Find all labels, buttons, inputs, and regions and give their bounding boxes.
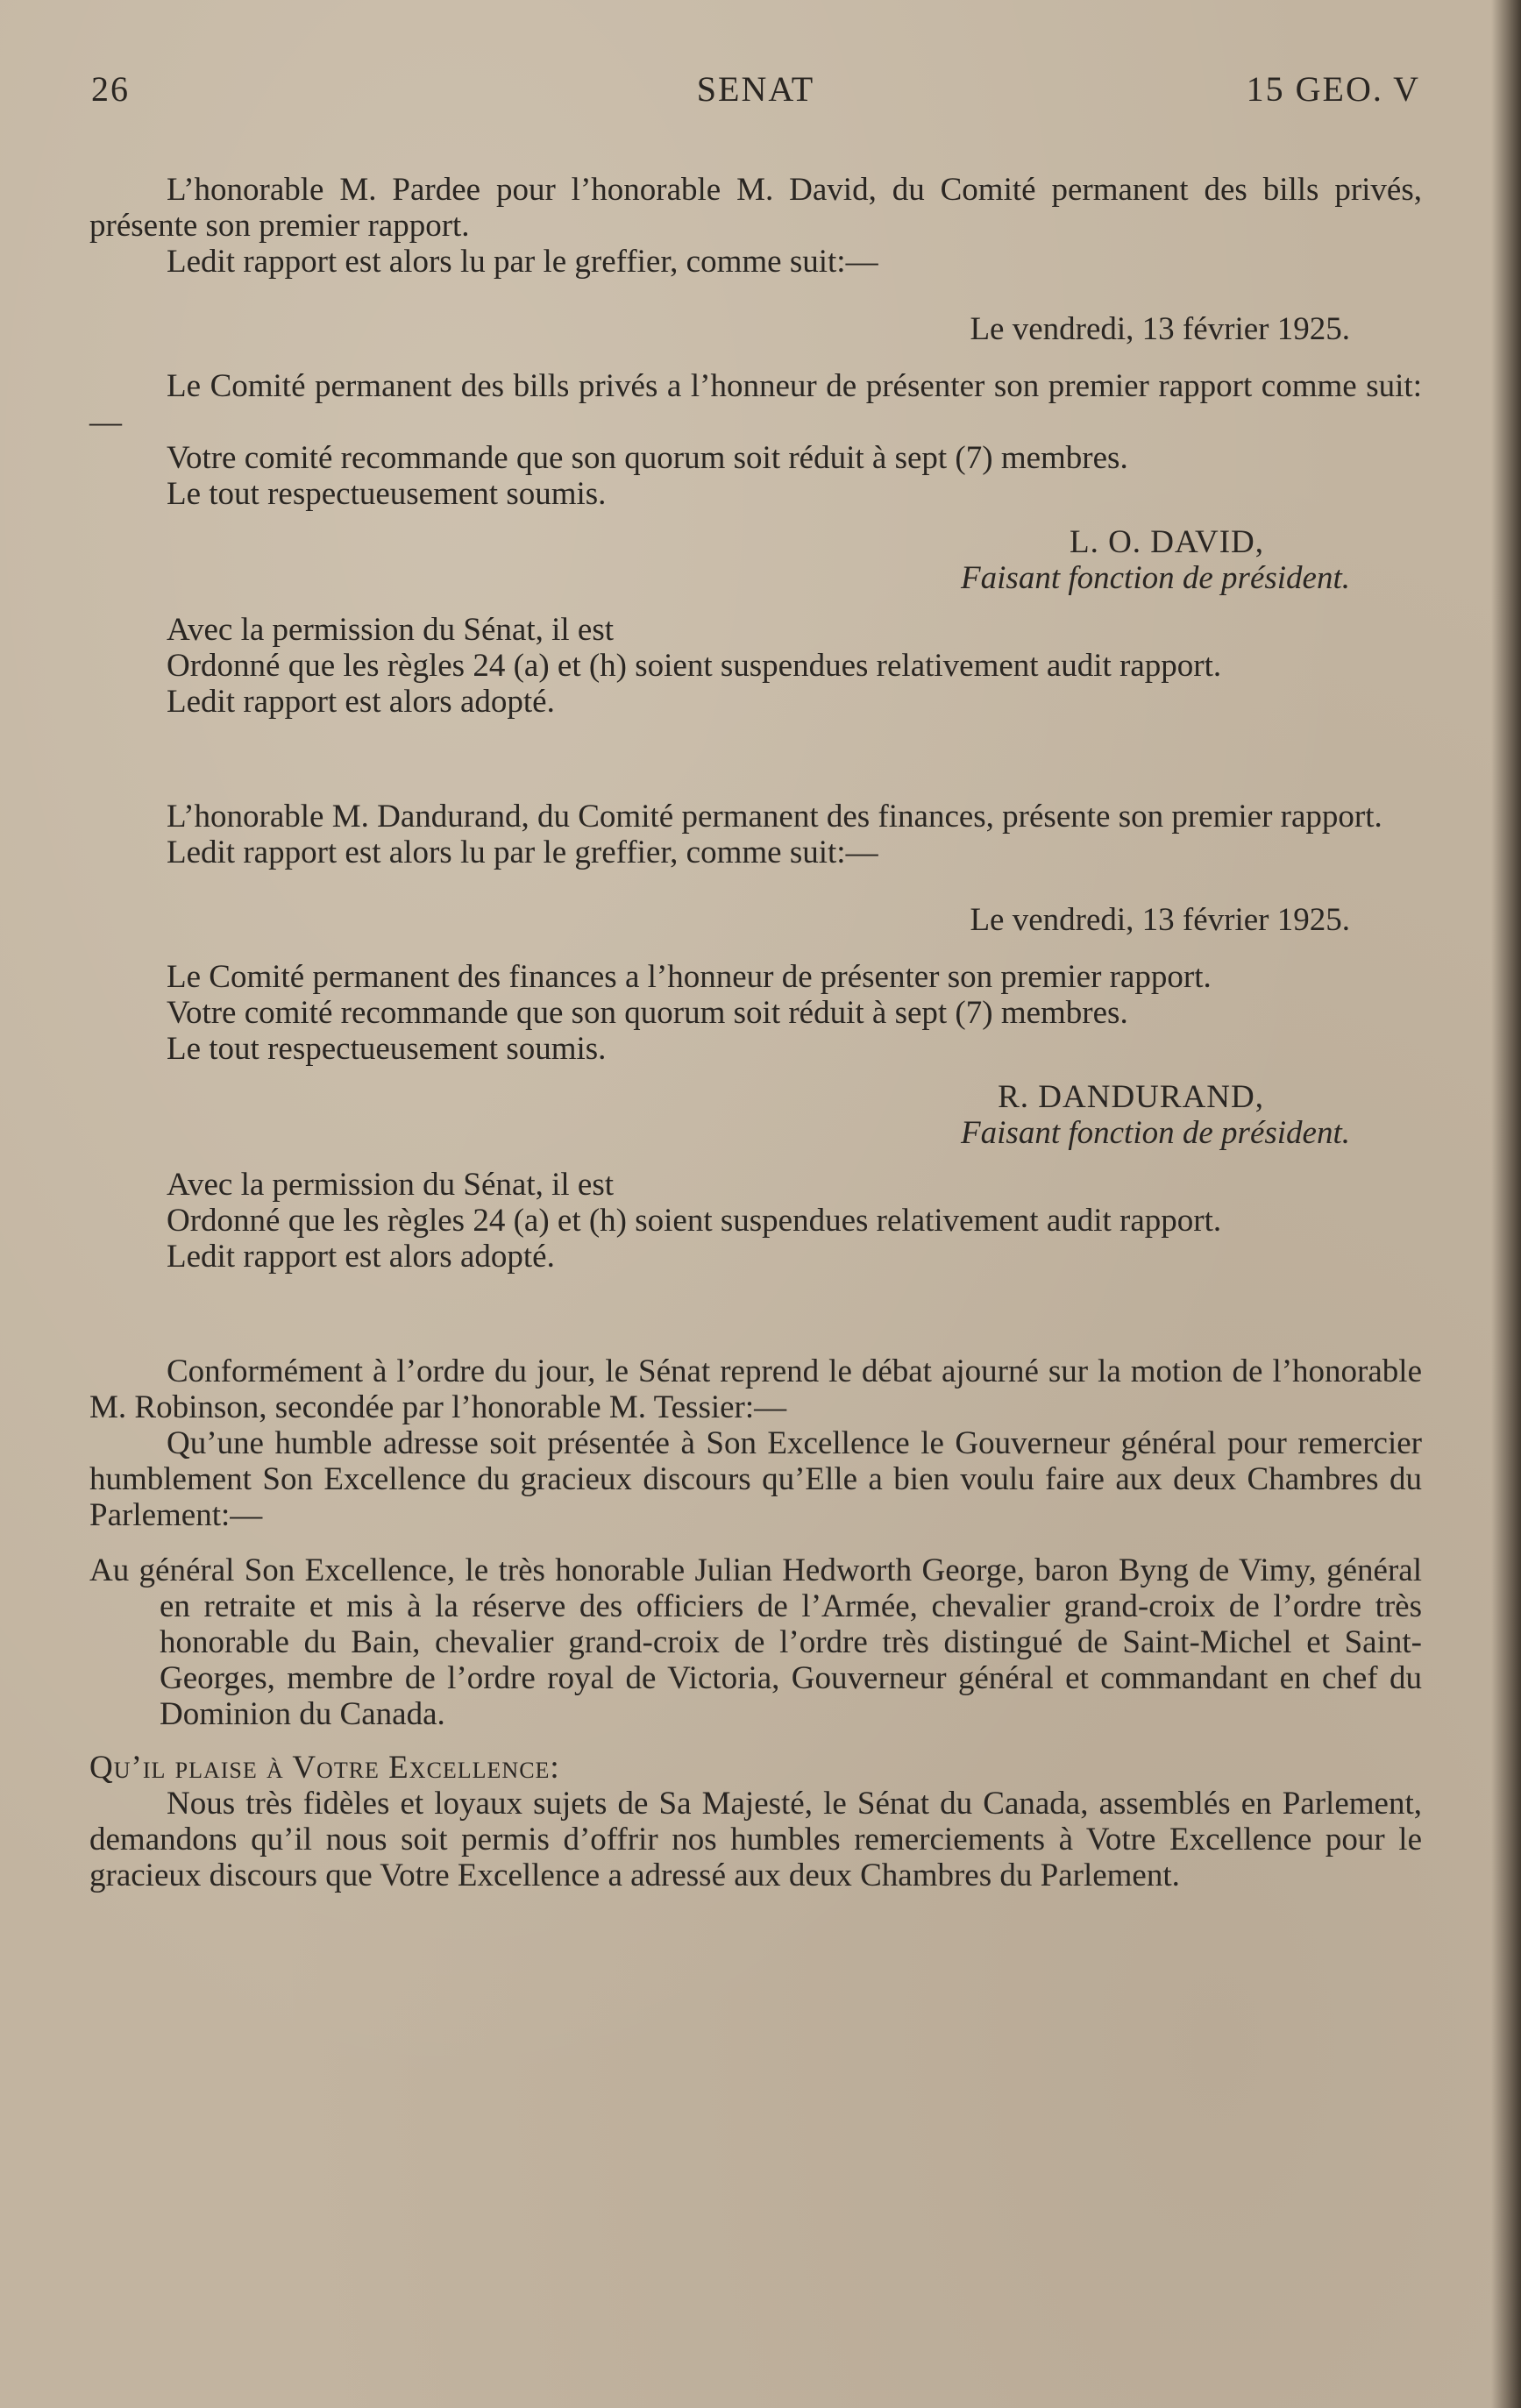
page-title: SENAT: [696, 69, 815, 109]
report1-intro: L’honorable M. Pardee pour l’honorable M. David, du Comité permanent des bills privés, présente son premier rapport.: [89, 172, 1422, 244]
report2-signature-title: Faisant fonction de président.: [961, 1115, 1350, 1151]
report2-read: Ledit rapport est alors lu par le greffier, comme suit:—: [167, 835, 878, 870]
report2-recommend: Votre comité recommande que son quorum soit réduit à sept (7) membres.: [167, 995, 1128, 1031]
report1-signature: L. O. DAVID,: [1069, 524, 1264, 560]
debate-motion: Qu’une humble adresse soit présentée à Son Excellence le Gouverneur général pour remercier humblement Son Excellence du gracieux discours qu’Elle a bien voulu faire aux deux Chambres du Parlement:—: [89, 1425, 1422, 1533]
report2-date: Le vendredi, 13 février 1925.: [970, 902, 1350, 938]
debate-salutation: Qu’il plaise à Votre Excellence:: [89, 1750, 560, 1786]
report1-signature-title: Faisant fonction de président.: [961, 560, 1350, 596]
report2-body: Le Comité permanent des finances a l’honneur de présenter son premier rapport.: [167, 959, 1212, 995]
report1-read: Ledit rapport est alors lu par le greffier, comme suit:—: [167, 244, 878, 280]
report1-body: Le Comité permanent des bills privés a l’honneur de présenter son premier rapport comme suit:—: [89, 368, 1422, 440]
debate-closing: Nous très fidèles et loyaux sujets de Sa Majesté, le Sénat du Canada, assemblés en Parlement, demandons qu’il nous soit permis d’offrir nos humbles remerciements à Votre Excellence pour le gracieux discours que Votre Excellence a adressé aux deux Chambres du Parlement.: [89, 1786, 1422, 1893]
report2-submitted: Le tout respectueusement soumis.: [167, 1031, 607, 1067]
report2-order: Ordonné que les règles 24 (a) et (h) soient suspendues relativement audit rapport.: [167, 1203, 1222, 1239]
report2-permission: Avec la permission du Sénat, il est: [167, 1167, 615, 1203]
report1-recommend: Votre comité recommande que son quorum soit réduit à sept (7) membres.: [167, 440, 1128, 476]
report2-intro: L’honorable M. Dandurand, du Comité permanent des finances, présente son premier rapport.: [167, 799, 1382, 835]
debate-address: Au général Son Excellence, le très honorable Julian Hedworth George, baron Byng de Vimy, général en retraite et mis à la réserve des officiers de l’Armée, chevalier grand-croix de l’ordre très honorable du Bain, chevalier grand-croix de l’ordre très distingué de Saint-Michel et Saint-Georges, membre de l’ordre royal de Victoria, Gouverneur général et commandant en chef du Dominion du Canada.: [89, 1552, 1422, 1732]
report1-permission: Avec la permission du Sénat, il est: [167, 612, 615, 648]
page-header: [91, 68, 1420, 112]
report2-adopted: Ledit rapport est alors adopté.: [167, 1239, 555, 1275]
session-label: 15 GEO. V: [1246, 69, 1420, 109]
page-number: 26: [91, 69, 130, 109]
page-body: [89, 172, 1422, 1893]
report1-submitted: Le tout respectueusement soumis.: [167, 476, 607, 512]
report1-adopted: Ledit rapport est alors adopté.: [167, 684, 555, 720]
book-spine-shadow: [1491, 0, 1521, 2408]
report1-order: Ordonné que les règles 24 (a) et (h) soient suspendues relativement audit rapport.: [167, 648, 1222, 684]
report2-signature: R. DANDURAND,: [998, 1079, 1264, 1115]
report1-date: Le vendredi, 13 février 1925.: [970, 311, 1350, 347]
debate-intro: Conformément à l’ordre du jour, le Sénat reprend le débat ajourné sur la motion de l’honorable M. Robinson, secondée par l’honorable M. Tessier:—: [89, 1353, 1422, 1425]
